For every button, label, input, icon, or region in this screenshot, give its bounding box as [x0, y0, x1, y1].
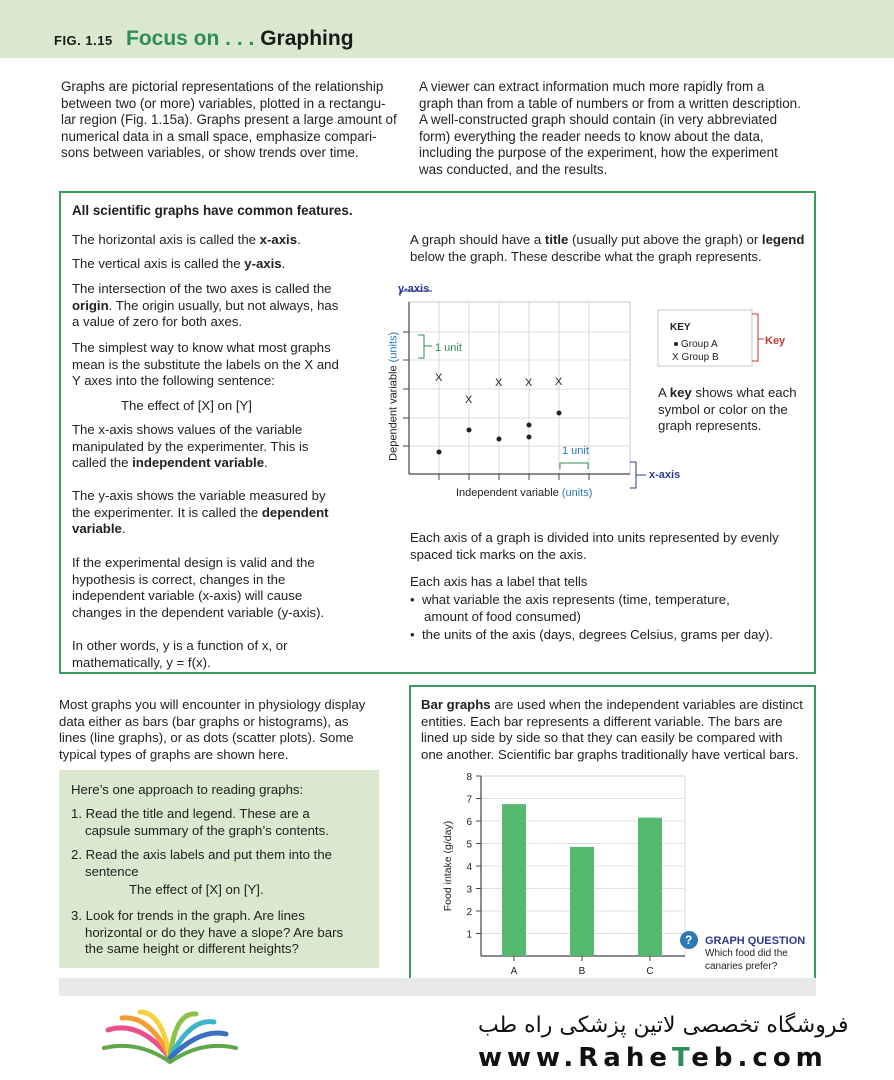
y-tick-label: 4	[466, 862, 472, 873]
term-independent: independent variable	[132, 455, 265, 471]
figure-title-topic: Graphing	[260, 27, 354, 50]
text: independent variable (x-axis) will cause	[72, 588, 303, 604]
text: lined up side by side so that they can easily be compared with	[421, 730, 783, 746]
intro-left-line: numerical data in a small space, emphasize compari-	[61, 128, 377, 144]
key-group-a: Group A	[681, 339, 718, 350]
text: symbol or color on the	[658, 401, 788, 417]
unit-text: (units)	[561, 487, 593, 499]
text: mean is the substitute the labels on the X and	[72, 356, 339, 372]
text: .	[121, 521, 126, 537]
text: the units of the axis (days, degrees Celsius, grams per day).	[421, 627, 774, 642]
text: The y-axis shows the variable measured by	[72, 488, 326, 503]
text: T	[671, 1043, 692, 1073]
text: shows what each	[691, 385, 797, 400]
intro-right-line: form) everything the reader needs to know about the data,	[419, 128, 764, 144]
text: spaced tick marks on the axis.	[410, 546, 587, 562]
text: A	[658, 385, 670, 400]
y-axis-definition: The vertical axis is called the y-axis.	[72, 256, 286, 271]
text: entities. Each bar represents a different variable. The bars are	[421, 713, 783, 729]
text: The x-axis shows values of the variable	[72, 422, 303, 437]
text: .	[264, 455, 268, 471]
features-box-title: All scientific graphs have common features.	[72, 203, 353, 218]
text: If the experimental design is valid and the	[72, 555, 315, 570]
term-dependent: dependent	[261, 504, 329, 520]
text: hypothesis is correct, changes in the	[72, 571, 286, 587]
group-b-point: X	[435, 372, 443, 384]
x-tick-label: B	[578, 966, 586, 977]
text: lines (line graphs), or as dots (scatter plots). Some	[59, 730, 354, 746]
text: called the	[72, 455, 133, 471]
intro-right-line: A well-constructed graph should contain (in very abbreviated	[419, 112, 778, 128]
key-tag: Key	[765, 335, 786, 347]
x-tick-label: C	[646, 966, 654, 977]
y-tick-label: 5	[466, 839, 472, 851]
term-x-axis: x-axis	[259, 232, 298, 247]
text: mathematically, y = f(x).	[72, 654, 211, 670]
text: the experimenter. It is called the	[72, 504, 262, 520]
figure-label: FIG. 1.15	[54, 33, 113, 48]
intro-left-line: Graphs are pictorial representations of the relationship	[61, 79, 384, 94]
brand-persian-name: فروشگاه تخصصی لاتین پزشکی راه طب	[478, 1013, 849, 1038]
text: eb.com	[691, 1043, 828, 1073]
text: Each axis of a graph is divided into units represented by evenly	[410, 530, 779, 545]
text: . The origin usually, but not always, has	[108, 297, 339, 313]
text: what variable the axis represents (time, temperature,	[421, 592, 730, 607]
approach-title: Here’s one approach to reading graphs:	[71, 782, 304, 797]
y-tick-label: 1	[466, 929, 472, 941]
text: www.Rahe	[478, 1043, 672, 1073]
text: Dependent variable	[387, 365, 400, 461]
text: are used when the independent variables are distinct	[490, 697, 803, 712]
text: The vertical axis is called the	[72, 256, 245, 271]
y-axis-tag: y-axis	[398, 283, 430, 295]
text: sentence	[85, 863, 139, 879]
x-axis-definition: The horizontal axis is called the x-axis.	[72, 232, 301, 247]
intro-right-line: including the purpose of the experiment, how the experiment	[419, 145, 778, 161]
text: Y axes into the following sentence:	[72, 373, 275, 389]
text: The horizontal axis is called the	[72, 232, 260, 247]
intro-left-line: between two (or more) variables, plotted in a rectangu-	[61, 95, 386, 111]
text: Most graphs you will encounter in physiology display	[59, 697, 366, 712]
term-key: key	[669, 385, 692, 400]
bullet-icon: •	[410, 627, 415, 642]
text: A graph should have a	[410, 232, 545, 247]
figure-title-prefix: Focus on . . .	[126, 27, 255, 50]
unit-label-y: 1 unit	[435, 342, 462, 354]
group-b-point: X	[525, 377, 533, 389]
intro-right-line: graph than from a table of numbers or from a written description.	[419, 95, 801, 111]
group-b-point: X	[465, 394, 473, 406]
text: 3. Look for trends in the graph. Are lines	[71, 908, 305, 923]
text: 1. Read the title and legend. These are a	[71, 806, 310, 821]
intro-left-line: sons between variables, or show trends over time.	[61, 145, 359, 161]
term-variable: variable	[72, 521, 122, 537]
x-tick-label: A	[510, 966, 518, 977]
text: The intersection of the two axes is called the	[72, 281, 332, 296]
text: a value of zero for both axes.	[72, 314, 243, 330]
term-bar-graphs: Bar graphs	[421, 697, 491, 712]
text: The simplest way to know what most graphs	[72, 340, 331, 355]
text: In other words, y is a function of x, or	[72, 638, 288, 653]
y-axis-title: Food intake (g/day)	[442, 820, 454, 912]
text: 2. Read the axis labels and put them into the	[71, 847, 332, 862]
label-intro: Each axis has a label that tells	[410, 574, 588, 589]
text: canaries prefer?	[705, 961, 778, 972]
text: graph represents.	[658, 418, 762, 434]
term-legend: legend	[761, 232, 805, 247]
question-mark: ?	[685, 933, 693, 947]
text: The effect of [X] on [Y].	[129, 882, 264, 898]
x-axis-tag: x-axis	[649, 469, 681, 481]
text: below the graph. These describe what the graph represents.	[410, 248, 762, 264]
y-tick-label: 7	[466, 794, 472, 806]
text: typical types of graphs are shown here.	[59, 746, 289, 762]
brand-url[interactable]	[478, 1043, 828, 1073]
text: capsule summary of the graph’s contents.	[85, 822, 329, 838]
text: horizontal or do they have a slope? Are bars	[85, 924, 344, 940]
y-tick-label: 8	[466, 772, 472, 783]
group-b-point: X	[495, 377, 503, 389]
y-tick-label: 6	[466, 817, 472, 828]
intro-right-line: was conducted, and the results.	[419, 161, 608, 177]
text: Which food did the	[705, 948, 788, 959]
key-group-b: X Group B	[672, 352, 719, 363]
text: one another. Scientific bar graphs traditionally have vertical bars.	[421, 746, 799, 762]
graph-question-title: GRAPH QUESTION	[705, 935, 806, 947]
term-origin: origin	[72, 297, 109, 313]
y-tick-label: 2	[466, 907, 472, 918]
text: data either as bars (bar graphs or histograms), as	[59, 713, 349, 729]
text: (usually put above the graph) or	[568, 232, 762, 247]
text: Independent variable	[456, 487, 559, 499]
text: changes in the dependent variable (y-axis).	[72, 604, 325, 620]
term-title: title	[544, 232, 569, 247]
unit-text: (units)	[387, 331, 400, 363]
text: manipulated by the experimenter. This is	[72, 438, 309, 454]
key-title: KEY	[670, 322, 691, 333]
effect-sentence: The effect of [X] on [Y]	[121, 398, 252, 413]
unit-label-x: 1 unit	[562, 445, 589, 457]
y-tick-label: 3	[466, 884, 472, 896]
term-y-axis: y-axis	[244, 256, 282, 271]
group-b-point: X	[555, 376, 563, 388]
intro-right-line: A viewer can extract information much more rapidly from a	[419, 79, 765, 94]
text: amount of food consumed)	[424, 608, 581, 624]
text: the same height or different heights?	[85, 941, 299, 957]
intro-left-line: lar region (Fig. 1.15a). Graphs present a large amount of	[61, 112, 397, 128]
bullet-icon: •	[410, 592, 415, 607]
